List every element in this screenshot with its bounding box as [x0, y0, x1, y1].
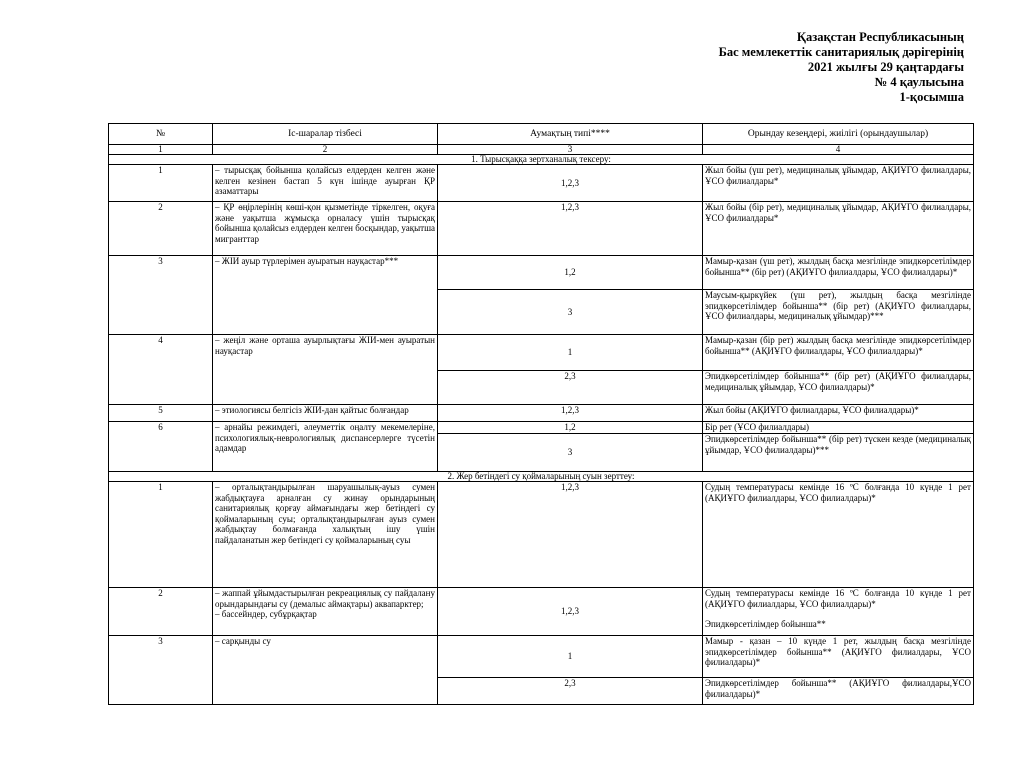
period-cell: Жыл бойы (бір рет), медициналық ұйымдар, АҚИҰГО филиалдары, ҰСО филиалдары* [703, 202, 974, 256]
section-title-1: 1. Тырысқаққа зертханалық тексеру: [109, 155, 974, 165]
measure-cell: – ЖІИ ауыр түрлерімен ауыратын науқастар*** [213, 256, 438, 335]
period-cell: Бір рет (ҰСО филиалдары) [703, 422, 974, 434]
measures-table [108, 123, 974, 705]
row-number: 1 [109, 482, 213, 588]
header-territory-type: Аумақтың типі**** [438, 124, 703, 145]
table-row [109, 335, 974, 371]
period-cell [703, 588, 974, 636]
territory-type-cell: 2,3 [438, 678, 703, 705]
table-row [109, 588, 974, 636]
col-number-1: 1 [109, 145, 213, 155]
table-row [109, 422, 974, 434]
table-row [109, 636, 974, 678]
section-heading-row [109, 155, 974, 165]
period-cell: Эпидкөрсетілімдер бойынша** (бір рет) (АҚИҰГО филиалдары, медициналық ұйымдар, ҰСО филиалдары)* [703, 371, 974, 405]
measure-line: – жаппай ұйымдастырылған рекреациялық су пайдалану орындарындағы су (демалыс аймақтары) аквапарктер; [215, 588, 435, 609]
territory-type-cell: 1,2,3 [438, 405, 703, 422]
header-line-4: № 4 қаулысына [874, 75, 964, 89]
header-number: № [109, 124, 213, 145]
measure-line: – бассейндер, субұрқақтар [215, 609, 317, 620]
period-cell: Жыл бойы (үш рет), медициналық ұйымдар, АҚИҰГО филиалдары, ҰСО филиалдары* [703, 165, 974, 202]
territory-type-cell: 1,2,3 [438, 165, 703, 202]
period-cell: Судың температурасы кемінде 16 ºС болғанда 10 күнде 1 рет (АҚИҰГО филиалдары, ҰСО филиалдары)* [703, 482, 974, 588]
header-line-5: 1-қосымша [899, 90, 964, 104]
period-cell: Мамыр-қазан (үш рет), жылдың басқа мезгілінде эпидкөрсетілімдер бойынша** (бір рет) (АҚИҰГО филиалдары, ҰСО филиалдары)* [703, 256, 974, 290]
territory-type-cell: 1,2,3 [438, 482, 703, 588]
column-number-row [109, 145, 974, 155]
territory-type-cell: 1,2,3 [438, 588, 703, 636]
document-header [719, 30, 964, 105]
period-line: Эпидкөрсетілімдер бойынша** [705, 619, 826, 630]
table-row [109, 256, 974, 290]
table-row [109, 482, 974, 588]
measure-cell [213, 588, 438, 636]
header-line-2: Бас мемлекеттік санитариялық дәрігерінің [718, 45, 964, 59]
territory-type-cell: 1,2 [438, 256, 703, 290]
row-number: 3 [109, 256, 213, 335]
table-row [109, 405, 974, 422]
measure-cell: – орталықтандырылған шаруашылық-ауыз сумен жабдықтауға арналған су жинау орындарының санитариялық қорғау аймағындағы жер бетіндегі су қоймаларының суы; орталықтандырылған ауыз сумен жабдықтау болмағанда халықтың ішу үшін пайдаланатын жер бетіндегі су қоймаларының суы [213, 482, 438, 588]
territory-type-cell: 1 [438, 335, 703, 371]
row-number: 4 [109, 335, 213, 405]
territory-type-cell: 3 [438, 290, 703, 335]
row-number: 5 [109, 405, 213, 422]
period-line: Судың температурасы кемінде 16 ºС болғанда 10 күнде 1 рет (АҚИҰГО филиалдары, ҰСО филиалдары)* [705, 588, 971, 609]
territory-type-cell: 2,3 [438, 371, 703, 405]
col-number-2: 2 [213, 145, 438, 155]
territory-type-cell: 1 [438, 636, 703, 678]
section-title-2: 2. Жер бетіндегі су қоймаларының суын зерттеу: [109, 472, 974, 482]
period-cell: Эпидкөрсетілімдер бойынша** (бір рет) түскен кезде (медициналық ұйымдар, ҰСО филиалдары)*** [703, 434, 974, 472]
table-row [109, 165, 974, 202]
measure-cell: – жеңіл және орташа ауырлықтағы ЖІИ-мен ауыратын науқастар [213, 335, 438, 405]
header-measures: Іс-шаралар тізбесі [213, 124, 438, 145]
territory-type-cell: 1,2,3 [438, 202, 703, 256]
table-header-row [109, 124, 974, 145]
measure-cell: – сарқынды су [213, 636, 438, 705]
measure-cell: – ҚР өңірлерінің көші-қон қызметінде тіркелген, оқуға және уақытша жұмысқа орналасу үшін тырысқақ бойынша қолайсыз елдерден келген босқындар, уақытша мигранттар [213, 202, 438, 256]
territory-type-cell: 1,2 [438, 422, 703, 434]
period-cell: Жыл бойы (АҚИҰГО филиалдары, ҰСО филиалдары)* [703, 405, 974, 422]
header-periods: Орындау кезеңдері, жиілігі (орындаушылар) [703, 124, 974, 145]
header-line-3: 2021 жылғы 29 қаңтардағы [807, 60, 964, 74]
row-number: 2 [109, 588, 213, 636]
period-cell: Маусым-қыркүйек (үш рет), жылдың басқа мезгілінде эпидкөрсетілімдер бойынша** (бір рет) (АҚИҰГО филиалдары, ҰСО филиалдары, медициналық ұйымдар)*** [703, 290, 974, 335]
measure-cell: – арнайы режимдегі, әлеуметтік оңалту мекемелеріне, психологиялық-неврологиялық диспансерлерге түсетін адамдар [213, 422, 438, 472]
col-number-3: 3 [438, 145, 703, 155]
period-cell: Мамыр - қазан – 10 күнде 1 рет, жылдың басқа мезгілінде эпидкөрсетілімдер бойынша** (АҚИҰГО филиалдары, ҰСО филиалдары)* [703, 636, 974, 678]
row-number: 3 [109, 636, 213, 705]
period-cell: Мамыр-қазан (бір рет) жылдың басқа мезгілінде эпидкөрсетілімдер бойынша** (АҚИҰГО филиалдары, ҰСО филиалдары)* [703, 335, 974, 371]
table-row [109, 202, 974, 256]
row-number: 6 [109, 422, 213, 472]
row-number: 2 [109, 202, 213, 256]
header-line-1: Қазақстан Республикасының [796, 30, 964, 44]
section-heading-row [109, 472, 974, 482]
period-cell: Эпидкөрсетілімдер бойынша** (АҚИҰГО филиалдары,ҰСО филиалдары)* [703, 678, 974, 705]
row-number: 1 [109, 165, 213, 202]
measure-cell: – этиологиясы белгісіз ЖІИ-дан қайтыс болғандар [213, 405, 438, 422]
measure-cell: – тырысқақ бойынша қолайсыз елдерден келген және келген кезінен бастап 5 күн ішінде ауырған ҚР азаматтары [213, 165, 438, 202]
territory-type-cell: 3 [438, 434, 703, 472]
col-number-4: 4 [703, 145, 974, 155]
